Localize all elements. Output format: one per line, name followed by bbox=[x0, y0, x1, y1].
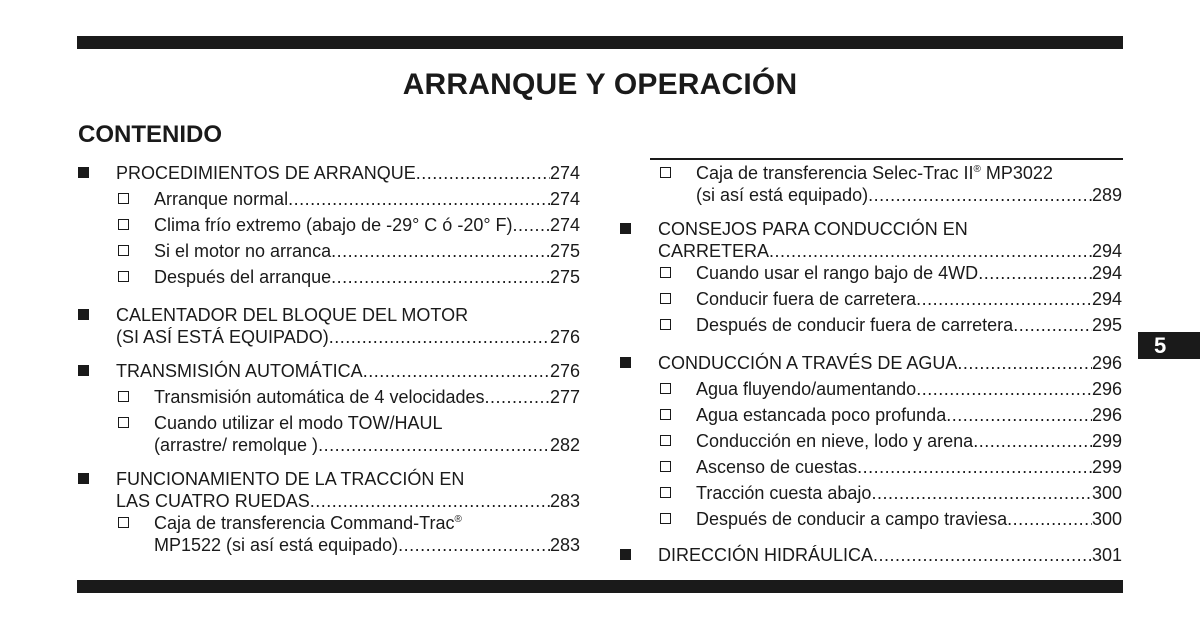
toc-page-number: 294 bbox=[1091, 241, 1122, 261]
checkbox-bullet-icon bbox=[118, 391, 129, 402]
toc-right-column bbox=[620, 160, 1122, 566]
square-bullet-icon bbox=[78, 365, 89, 376]
dot-leader bbox=[318, 434, 550, 456]
dot-leader bbox=[398, 534, 550, 556]
toc-entry-text: MP3022 bbox=[980, 163, 1053, 183]
toc-page-number: 299 bbox=[1091, 431, 1122, 451]
dot-leader bbox=[769, 240, 1092, 262]
toc-entry-procedimientos[interactable] bbox=[78, 162, 580, 184]
checkbox-bullet-icon bbox=[118, 271, 129, 282]
toc-entry-arranque-normal[interactable] bbox=[78, 188, 580, 210]
toc-entry-text: CARRETERA bbox=[658, 241, 770, 261]
checkbox-bullet-icon bbox=[660, 267, 671, 278]
toc-page-number: 301 bbox=[1091, 545, 1122, 565]
toc-entry-text: CONDUCCIÓN A TRAVÉS DE AGUA bbox=[658, 353, 958, 373]
toc-entry-text: (si así está equipado) bbox=[696, 185, 869, 205]
dot-leader bbox=[329, 326, 550, 348]
registered-mark: ® bbox=[973, 164, 981, 175]
checkbox-bullet-icon bbox=[660, 461, 671, 472]
toc-page-number: 296 bbox=[1091, 353, 1122, 373]
toc-page-number: 283 bbox=[549, 535, 580, 555]
toc-page-number: 283 bbox=[549, 491, 580, 511]
section-tab: 5 bbox=[1138, 332, 1200, 359]
toc-entry-agua[interactable] bbox=[620, 352, 1122, 374]
dot-leader bbox=[416, 162, 550, 184]
toc-page-number: 300 bbox=[1091, 483, 1122, 503]
checkbox-bullet-icon bbox=[660, 409, 671, 420]
toc-entry-text: LAS CUATRO RUEDAS bbox=[116, 491, 310, 511]
dot-leader bbox=[957, 352, 1092, 374]
toc-page-number: 274 bbox=[549, 215, 580, 235]
toc-entry-calentador[interactable] bbox=[78, 304, 580, 348]
toc-entry-campo-traviesa[interactable] bbox=[620, 508, 1122, 530]
toc-page-number: 277 bbox=[549, 387, 580, 407]
toc-entry-agua-estancada[interactable] bbox=[620, 404, 1122, 426]
dot-leader bbox=[485, 386, 550, 408]
toc-entry-text: CONSEJOS PARA CONDUCCIÓN EN bbox=[658, 219, 968, 239]
toc-entry-text: Después del arranque bbox=[154, 267, 332, 287]
checkbox-bullet-icon bbox=[660, 319, 671, 330]
toc-entry-text: Agua estancada poco profunda bbox=[696, 405, 947, 425]
checkbox-bullet-icon bbox=[118, 417, 129, 428]
toc-page-number: 300 bbox=[1091, 509, 1122, 529]
dot-leader bbox=[868, 184, 1092, 206]
toc-entry-text: FUNCIONAMIENTO DE LA TRACCIÓN EN bbox=[116, 469, 465, 489]
toc-page-number: 274 bbox=[549, 163, 580, 183]
toc-entry-direccion[interactable] bbox=[620, 544, 1122, 566]
toc-entry-text: PROCEDIMIENTOS DE ARRANQUE bbox=[116, 163, 416, 183]
dot-leader bbox=[1013, 314, 1092, 336]
square-bullet-icon bbox=[78, 167, 89, 178]
toc-page-number: 299 bbox=[1091, 457, 1122, 477]
toc-page-number: 295 bbox=[1091, 315, 1122, 335]
toc-page-number: 282 bbox=[549, 435, 580, 455]
toc-page-number: 275 bbox=[549, 241, 580, 261]
toc-entry-motor-no-arranca[interactable] bbox=[78, 240, 580, 262]
toc-entry-command-trac[interactable] bbox=[78, 512, 580, 556]
toc-entry-text: Cuando usar el rango bajo de 4WD bbox=[696, 263, 979, 283]
square-bullet-icon bbox=[620, 223, 631, 234]
bottom-rule bbox=[77, 580, 1123, 593]
toc-entry-text: Transmisión automática de 4 velocidades bbox=[154, 387, 485, 407]
dot-leader bbox=[916, 378, 1092, 400]
toc-entry-nieve[interactable] bbox=[620, 430, 1122, 452]
toc-left-column bbox=[78, 160, 580, 556]
toc-entry-ascenso[interactable] bbox=[620, 456, 1122, 478]
registered-mark: ® bbox=[454, 514, 462, 525]
dot-leader bbox=[973, 430, 1092, 452]
checkbox-bullet-icon bbox=[660, 487, 671, 498]
toc-entry-tow-haul[interactable] bbox=[78, 412, 580, 456]
checkbox-bullet-icon bbox=[660, 513, 671, 524]
toc-entry-transmision-4[interactable] bbox=[78, 386, 580, 408]
dot-leader bbox=[288, 188, 550, 210]
toc-entry-despues-fuera[interactable] bbox=[620, 314, 1122, 336]
checkbox-bullet-icon bbox=[660, 293, 671, 304]
checkbox-bullet-icon bbox=[118, 193, 129, 204]
page-title: ARRANQUE Y OPERACIÓN bbox=[402, 68, 798, 101]
dot-leader bbox=[331, 266, 550, 288]
toc-entry-text: Arranque normal bbox=[154, 189, 289, 209]
toc-entry-text: Caja de transferencia Command-Trac bbox=[154, 513, 455, 533]
contents-heading: CONTENIDO bbox=[78, 121, 222, 148]
dot-leader bbox=[513, 214, 550, 236]
dot-leader bbox=[916, 288, 1092, 310]
toc-entry-despues-arranque[interactable] bbox=[78, 266, 580, 288]
checkbox-bullet-icon bbox=[660, 435, 671, 446]
toc-entry-text: DIRECCIÓN HIDRÁULICA bbox=[658, 545, 874, 565]
toc-entry-text: MP1522 (si así está equipado) bbox=[154, 535, 399, 555]
toc-entry-clima-frio[interactable] bbox=[78, 214, 580, 236]
toc-page-number: 296 bbox=[1091, 405, 1122, 425]
square-bullet-icon bbox=[78, 473, 89, 484]
top-rule bbox=[77, 36, 1123, 49]
dot-leader bbox=[857, 456, 1092, 478]
dot-leader bbox=[978, 262, 1092, 284]
toc-entry-text: Conducir fuera de carretera bbox=[696, 289, 917, 309]
checkbox-bullet-icon bbox=[118, 245, 129, 256]
toc-entry-fuera-carretera[interactable] bbox=[620, 288, 1122, 310]
toc-entry-text: Después de conducir a campo traviesa bbox=[696, 509, 1008, 529]
toc-entry-traccion[interactable] bbox=[78, 468, 580, 512]
toc-entry-text: TRANSMISIÓN AUTOMÁTICA bbox=[116, 361, 363, 381]
toc-entry-text: Clima frío extremo (abajo de -29° C ó -20° F) bbox=[154, 215, 513, 235]
toc-entry-text: Agua fluyendo/aumentando bbox=[696, 379, 917, 399]
toc-entry-text: Ascenso de cuestas bbox=[696, 457, 858, 477]
toc-entry-text: (arrastre/ remolque ) bbox=[154, 435, 319, 455]
toc-page-number: 275 bbox=[549, 267, 580, 287]
toc-entry-cuesta-abajo[interactable] bbox=[620, 482, 1122, 504]
square-bullet-icon bbox=[620, 549, 631, 560]
toc-page-number: 274 bbox=[549, 189, 580, 209]
toc-entry-text: Después de conducir fuera de carretera bbox=[696, 315, 1014, 335]
dot-leader bbox=[871, 482, 1092, 504]
toc-entry-selec-trac[interactable] bbox=[620, 162, 1122, 206]
toc-page-number: 296 bbox=[1091, 379, 1122, 399]
toc-page-number: 276 bbox=[549, 327, 580, 347]
dot-leader bbox=[946, 404, 1092, 426]
checkbox-bullet-icon bbox=[660, 167, 671, 178]
toc-entry-text: Caja de transferencia Selec-Trac II bbox=[696, 163, 974, 183]
toc-page-number: 294 bbox=[1091, 263, 1122, 283]
toc-entry-rango-bajo[interactable] bbox=[620, 262, 1122, 284]
toc-entry-text: Si el motor no arranca bbox=[154, 241, 332, 261]
toc-page-number: 289 bbox=[1091, 185, 1122, 205]
dot-leader bbox=[1007, 508, 1092, 530]
square-bullet-icon bbox=[620, 357, 631, 368]
dot-leader bbox=[310, 490, 550, 512]
toc-entry-text: Conducción en nieve, lodo y arena bbox=[696, 431, 974, 451]
square-bullet-icon bbox=[78, 309, 89, 320]
toc-page-number: 294 bbox=[1091, 289, 1122, 309]
toc-entry-consejos[interactable] bbox=[620, 218, 1122, 262]
toc-entry-text: Tracción cuesta abajo bbox=[696, 483, 872, 503]
dot-leader bbox=[363, 360, 550, 382]
checkbox-bullet-icon bbox=[660, 383, 671, 394]
toc-entry-transmision[interactable] bbox=[78, 360, 580, 382]
toc-entry-text: (SI ASÍ ESTÁ EQUIPADO) bbox=[116, 327, 329, 347]
checkbox-bullet-icon bbox=[118, 219, 129, 230]
dot-leader bbox=[873, 544, 1092, 566]
dot-leader bbox=[331, 240, 550, 262]
toc-page-number: 276 bbox=[549, 361, 580, 381]
toc-entry-agua-fluyendo[interactable] bbox=[620, 378, 1122, 400]
toc-entry-text: CALENTADOR DEL BLOQUE DEL MOTOR bbox=[116, 305, 469, 325]
checkbox-bullet-icon bbox=[118, 517, 129, 528]
toc-entry-text: Cuando utilizar el modo TOW/HAUL bbox=[154, 413, 443, 433]
